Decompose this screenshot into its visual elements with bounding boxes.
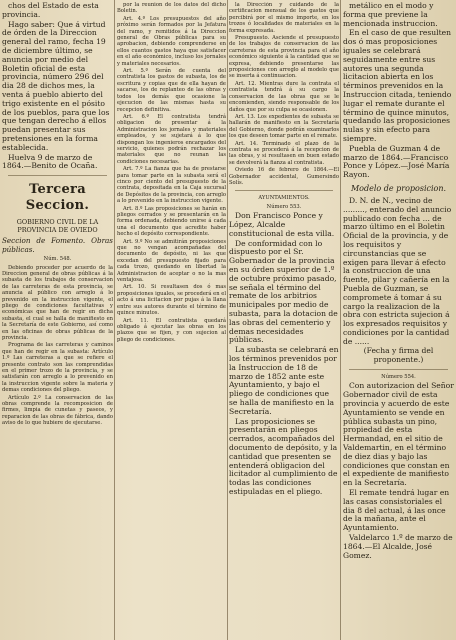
section-heading: AYUNTAMIENTOS.	[258, 195, 310, 202]
paragraph: chos del Estado de esta provincia.	[2, 2, 99, 19]
paragraph: por la reunion de los datos del dicho Boletin.	[117, 2, 226, 15]
column-1	[2, 2, 113, 638]
paragraph: Debiendo proceder por acuerdo de la Direccion general de obras públicas á la subasta de los trabajos de conservacion de las carreteras de esta provincia, se anuncia al público con arreglo á lo prevenido en la instruccion vigente, el pliego de condiciones facultativas y económicas que han de regir en dicha subasta, el cual se halla de manifiesto en la Secretaría de este Gobierno, así como en las oficinas de obras públicas de la provincia.	[2, 264, 113, 342]
paragraph: Art. 8.º Las proposiciones se harán en pliegos cerrados y se presentarán en la forma ordenada, debiendo unirse á cada una el documento que acredite haber hecho el depósito correspondiente.	[117, 205, 226, 238]
paragraph: Art. 9.º No se admitirán proposiciones que no vengan acompañadas del documento de depósito, ni las que excedan del presupuesto fijado para cada trozo, quedando en libertad la Administracion de aceptar o no la mas ventajosa.	[117, 238, 226, 284]
paragraph: De conformidad con lo dispuesto por el Sr. Gobernador de la provincia en su órden superior de 1.º de octubre próximo pasado, se señala el término del remate de los arbitrios municipales por medio de subasta, para la dotacion de las obras del cementerio y demas necesidades públicas.	[229, 238, 338, 345]
model-title: Modelo de proposicion.	[350, 183, 447, 193]
signature-line: Huelva 9 de marzo de 1864.—Benito de Ocaña.	[2, 152, 98, 171]
column-divider	[340, 0, 341, 640]
column-divider	[114, 0, 115, 640]
paragraph: Art. 10. Si resultasen dos ó mas proposiciones iguales, se procederá en el acto á una licitacion por pujas á la llana entre sus autores durante el término de quince minutos.	[117, 284, 226, 317]
column-3	[229, 2, 339, 638]
paragraph: Don Francisco Ponce y López, Alcalde constitucional de esta villa.	[229, 211, 335, 238]
paragraph: metálico en el modo y forma que previene la mencionada instruccion.	[343, 2, 438, 28]
paragraph: Art. 14. Terminado el plazo de la contrata se procederá á la recepcion de las obras, y si resultasen en buen estado se devolverá la fianza al contratista.	[229, 140, 339, 166]
signature-line: Oviedo 16 de febrero de 1864.—El Gobernador accidental, Gumersindo Solís.	[229, 167, 339, 186]
column-divider	[227, 0, 228, 640]
divider	[235, 190, 333, 191]
section-title: Tercera Seccion.	[25, 182, 90, 214]
paragraph: La subasta se celebrará en los términos prevenidos por la Instruccion de 18 de marzo de 1852 ante este Ayuntamiento, y bajo el pliego de condiciones que se halla de manifiesto en la Secretaría.	[229, 345, 339, 416]
section-label: Seccion de Fomento. Obras públicas.	[2, 236, 113, 255]
paragraph: Art. 4.º Los presupuestos del año próximo serán formados por la Jefatura del ramo, y remitidos á la Direccion general de Obras públicas para su aprobacion, debiendo comprenderse en ellos cuantos gastos haya que satisfacer en el año económico, incluso los jornales y materiales necesarios.	[117, 15, 226, 67]
government-heading: GOBIERNO CIVIL DE LA PROVINCIA DE OVIEDO	[16, 218, 99, 235]
signature-line: Valdelarco 1.º de marzo de 1864.—El Alcalde, José Gomez.	[343, 533, 453, 560]
paragraph: la Dirección y cuidando de la certificacion mensual de los gastos que percibirá por el mismo importe, en los trozos ó localidades de materiales en la forma expresada.	[229, 2, 339, 34]
paragraph: (Fecha y firma del proponente.)	[363, 346, 434, 365]
notice-number: Núm. 548.	[43, 256, 72, 263]
paragraph: En el caso de que resulten dos ó mas proposiciones iguales se celebrará seguidamente entre sus autores una segunda licitacion abierta en los términos prevenidos en la Instruccion citada, teniendo lugar el remate durante el término de quince minutos, quedando las proposiciones nulas y sin efecto para siempre.	[343, 28, 452, 143]
paragraph: Con autorizacion del Señor Gobernador civil de esta provincia y acuerdo de este Ayuntamiento se vende en pública subasta un pino, propiedad de esta Hermandad, en el sitio de Valdemartin, en el término de diez dias y bajo las condiciones que constan en el expediente de manifiesto en la Secretaría.	[343, 381, 454, 488]
signature-line: Puebla de Guzman 4 de marzo de 1864.—Francisco Ponce y López.—José María Rayon.	[343, 143, 450, 180]
paragraph: El remate tendrá lugar en las casas consistoriales el dia 8 del actual, á las once de la mañana, ante el Ayuntamiento.	[343, 488, 450, 533]
paragraph: Art. 13. Los expedientes de subasta se hallarán de manifiesto en la Secretaría del Gobierno, donde podrán examinarlos los que deseen tomar parte en el remate.	[229, 113, 339, 140]
divider	[8, 175, 107, 176]
paragraph: Art. 5.º Serán de cuenta del contratista los gastos de subasta, los de escritura y copias que de ella hayan de sacarse, los de replanteo de las obras y todos los demás que ocasione la ejecucion de las mismas hasta su recepcion definitiva.	[117, 68, 226, 113]
paragraph: Programa de las carreteras y caminos que han de regir en la subasta: Artículo 1.º Las carreteras a que se refiere el presente contrato son las comprendidas en el primer trozo de la provincia, y se satisfarán con arreglo a lo prevenido en la instruccion vigente sobre la materia y demas condiciones del pliego.	[2, 342, 113, 394]
paragraph: Art. 12. Mientras dure la contrata el contratista tendrá á su cargo la conservacion de las obras que se le encomienden, siendo responsable de los daños que por su culpa se ocasionen.	[229, 80, 339, 113]
paragraph: Art. 6.º El contratista tendrá obligacion de presentar á la Administracion los jornales y materiales empleados, y se sujetará á lo que dispongan los ingenieros encargados del servicio, quienes podrán rechazar los materiales que no reunan las condiciones necesarias.	[117, 113, 226, 165]
paragraph: Hago saber: Que á virtud de órden de la Direccion general del ramo, fecha 19 de diciembre último, se anuncia por medio del Boletin oficial de esta provincia, número 296 del dia 28 de dichos mes, la venta á pueblo abierto del trigo existente en el pósito de los pueblos, para que los que tengan derecho á ellos puedan presentar sus pretensiones en la forma establecida.	[2, 19, 110, 152]
divider	[349, 369, 448, 370]
paragraph: Las proposiciones se presentarán en pliegos cerrados, acompañados del documento de depósito, y la cantidad que presenten se entenderá obligacion del licitador al cumplimiento de todas las condiciones estipuladas en el pliego.	[229, 416, 338, 496]
column-2	[117, 2, 226, 638]
paragraph: Presupuesto. Asciende el presupuesto de los trabajos de conservacion de las carreteras de esta provincia para el año económico siguiente á la cantidad que se expresa, debiendo presentarse las proposiciones con arreglo al modelo que se inserta á continuacion.	[229, 35, 339, 80]
notice-number: Número 553.	[266, 203, 302, 210]
paragraph: Artículo 2.º La conservacion de las obras comprende la recomposicion de firmes, limpia de cunetas y paseos, y reparacion de las obras de fábrica, dando aviso de lo que hubiere de ejecutarse.	[2, 394, 113, 427]
notice-number: Número 554.	[381, 374, 416, 381]
column-4	[343, 2, 454, 638]
paragraph: D. N. de N., vecino de ........., enterado del anuncio publicado con fecha ... de marzo último en el Boletin Oficial de la provincia, y de los requisitos y circunstancias que se exigen para llevar á efecto la construccion de una fuente, pilar y cañería en la Puebla de Guzman, se compromete á tomar á su cargo la realizacion de la obra con estricta sujecion á los expresados requisitos y condiciones por la cantidad de ......	[343, 195, 452, 346]
paragraph: Art. 11. El contratista quedará obligado á ejecutar las obras en los plazos que se fijen, y con sujecion al pliego de condiciones.	[117, 317, 226, 343]
paragraph: Art. 7.º La fianza que ha de prestarse para tomar parte en la subasta será el cinco por ciento del presupuesto de la contrata, depositada en la Caja sucursal de Depósitos de la provincia, con arreglo a lo prevenido en la instruccion vigente.	[117, 166, 226, 205]
